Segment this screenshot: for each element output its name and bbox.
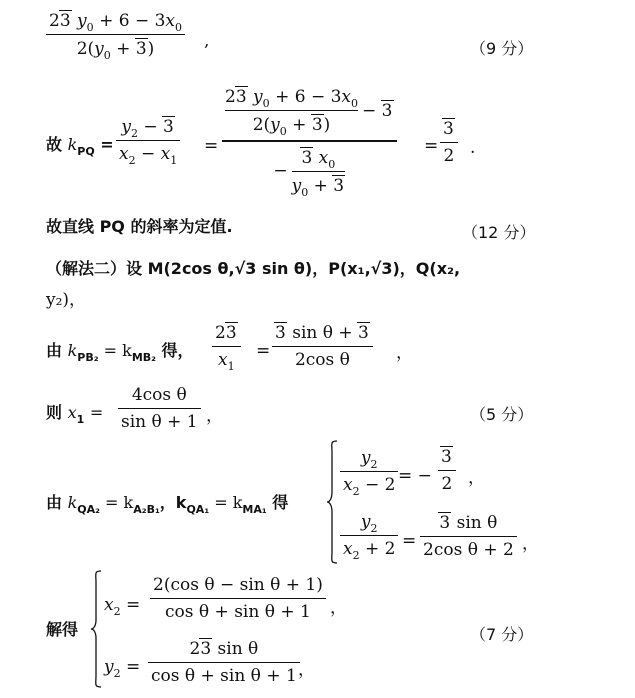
fraction-sys1-r2-lhs: $y_2$ $x_2 + 2$ xyxy=(340,512,398,559)
fraction-result: 3 2 xyxy=(440,118,458,166)
method2-cont: y₂)， xyxy=(46,290,87,310)
line2-lead: 故 $k_{PQ}$ = xyxy=(46,135,114,158)
fraction-slope: $y_2 - 3$ $x_2 - x_1$ xyxy=(116,116,180,164)
line7-lead: 由 $k_{QA_2} = k_{A_2B_1}$，$k_{QA_1} = k_{MA_1}$ 得 xyxy=(46,493,289,516)
left-brace-system1 xyxy=(326,440,338,564)
solve-label: 解得 xyxy=(46,620,79,639)
score-7: （7 分） xyxy=(470,625,534,644)
fraction-2sqrt3-x1: 23 $x_1$ xyxy=(212,322,241,370)
fraction-sys1-r1-lhs: $y_2$ $x_2 - 2$ xyxy=(340,448,398,495)
fraction-x1-expr: 23 $y_0 + 6 - 3x_0$ $2(y_0 + 3)$ xyxy=(46,10,185,59)
method2-text: （解法二）设 M(2cos θ,√3 sin θ)，P(x₁,√3)，Q(x₂, xyxy=(46,259,461,278)
score-12: （12 分） xyxy=(462,223,536,242)
score-9: （9 分） xyxy=(470,39,534,58)
conclusion-text: 故直线 PQ 的斜率为定值. xyxy=(46,217,233,236)
line6-lead: 则 $x_1$ = xyxy=(46,403,104,426)
fraction-y2-solution: 23 sin θ cos θ + sin θ + 1 xyxy=(148,638,300,686)
left-brace-system2 xyxy=(90,570,102,688)
score-5: （5 分） xyxy=(470,405,534,424)
fraction-sin-cos: 3 sin θ + 3 2cos θ xyxy=(272,322,373,370)
fraction-compound: 23 $y_0 + 6 - 3x_0$ $2(y_0 + 3)$ − 3 − 3 $x_0$ $y_0 + 3$ xyxy=(222,86,397,196)
fraction-sys1-r2-rhs: 3 sin θ 2cos θ + 2 xyxy=(420,512,517,560)
fraction-sys1-r1-rhs: 3 2 xyxy=(438,446,456,494)
line1-comma: , xyxy=(204,31,210,51)
line5-lead: 由 $k_{PB_2} = k_{MB_2}$ 得， xyxy=(46,341,194,364)
fraction-x1: 4cos θ sin θ + 1 xyxy=(118,385,201,432)
fraction-x2-solution: 2(cos θ − sin θ + 1) cos θ + sin θ + 1 xyxy=(150,575,326,622)
